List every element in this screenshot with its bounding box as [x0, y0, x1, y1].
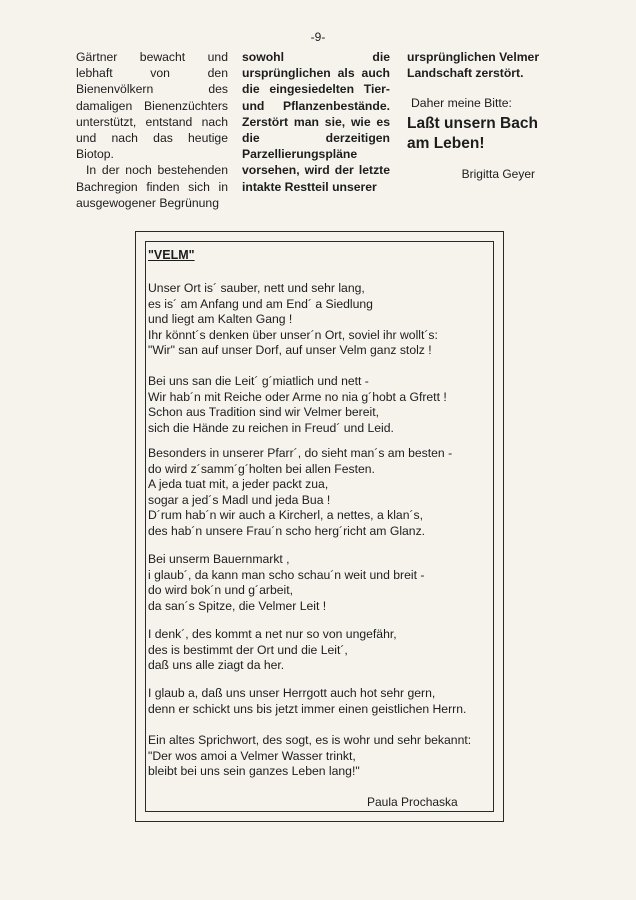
poem-stanza: [148, 733, 493, 780]
poem-stanza: [148, 446, 493, 540]
poem-line: Besonders in unserer Pfarr´, do sieht man´s am besten -: [148, 446, 453, 460]
col3-request: Daher meine Bitte:: [411, 96, 512, 111]
poem-line: des hab´n unsere Frau´n scho herg´richt am Glanz.: [148, 523, 426, 538]
poem-line: Bei uns san die Leit´ g´miatlich und nett -: [148, 374, 369, 388]
poem-stanza: [148, 281, 493, 359]
poem-line: "Der wos amoi a Velmer Wasser trinkt,: [148, 748, 356, 763]
poem-line: sich die Hände zu reichen in Freud´ und Leid.: [148, 420, 394, 435]
poem-line: I denk´, des kommt a net nur so von ungefähr,: [148, 627, 397, 641]
poem-line: bleibt bei uns sein ganzes Leben lang!": [148, 764, 360, 779]
poem-title: "VELM": [148, 248, 195, 262]
poem-line: A jeda tuat mit, a jeder packt zua,: [148, 477, 329, 492]
column-middle: [242, 49, 390, 195]
poem-line: Bei unserm Bauernmarkt ,: [148, 552, 290, 566]
poem-stanza: [148, 686, 493, 717]
poem-line: daß uns alle ziagt da her.: [148, 658, 285, 673]
poem-line: da san´s Spitze, die Velmer Leit !: [148, 598, 327, 613]
poem-line: Wir hab´n mit Reiche oder Arme no nia g´hobt a Gfrett !: [148, 389, 447, 404]
poem-line: es is´ am Anfang und am End´ a Siedlung: [148, 296, 373, 311]
poem-line: Schon aus Tradition sind wir Velmer bereit,: [148, 405, 379, 420]
poem-line: denn er schickt uns bis jetzt immer einen geistlichen Herrn.: [148, 701, 467, 716]
poem-line: und liegt am Kalten Gang !: [148, 312, 293, 327]
column-right: [407, 49, 559, 182]
col3-author: Brigitta Geyer: [461, 166, 535, 181]
poem-stanza: [148, 627, 493, 674]
poem-line: i glaub´, da kann man scho schau´n weit und breit -: [148, 567, 425, 582]
poem-line: Ein altes Sprichwort, des sogt, es is wohr und sehr bekannt:: [148, 733, 472, 747]
poem-stanza: [148, 552, 493, 614]
poem-line: Unser Ort is´ sauber, nett und sehr lang,: [148, 281, 365, 295]
poem-line: do wird bok´n und g´arbeit,: [148, 583, 293, 598]
poem-line: I glaub a, daß uns unser Herrgott auch hot sehr gern,: [148, 686, 436, 700]
poem-author: Paula Prochaska: [367, 795, 458, 809]
column-left: [76, 49, 228, 211]
poem-line: Ihr könnt´s denken über unser´n Ort, soviel ihr wollt´s:: [148, 327, 438, 342]
col1-paragraph-1: Gärtner bewacht und lebhaft von den Bienenvölkern des damaligen Bienenzüchters unterstützt, entstand nach und nach das heutige Biotop.: [76, 50, 228, 162]
page-number: -9-: [310, 30, 326, 44]
poem-line: D´rum hab´n wir auch a Kircherl, a nettes, a klan´s,: [148, 508, 424, 523]
col1-paragraph-2: In der noch bestehenden Bachregion finden sich in ausgewogener Begrünung: [76, 163, 228, 210]
poem-line: des is bestimmt der Ort und die Leit´,: [148, 642, 348, 657]
col3-text: ursprünglichen Velmer Landschaft zerstört.: [407, 50, 540, 81]
poem-stanza: [148, 374, 493, 436]
col2-paragraph-1: sowohl die ursprünglichen als auch die eingesiedelten Tier- und Pflanzenbestände. Zerstört man sie, wie es die derzeitigen Parzellierungspläne vorsehen, wird der letzte intakte Restteil unserer: [242, 50, 390, 194]
poem-line: do wird z´samm´g´holten bei allen Festen.: [148, 461, 375, 476]
poem-line: "Wir" san auf unser Dorf, auf unser Velm ganz stolz !: [148, 343, 432, 358]
poem-line: sogar a jed´s Madl und jeda Bua !: [148, 492, 331, 507]
col3-slogan: Laßt unsern Bach am Leben!: [407, 114, 538, 152]
